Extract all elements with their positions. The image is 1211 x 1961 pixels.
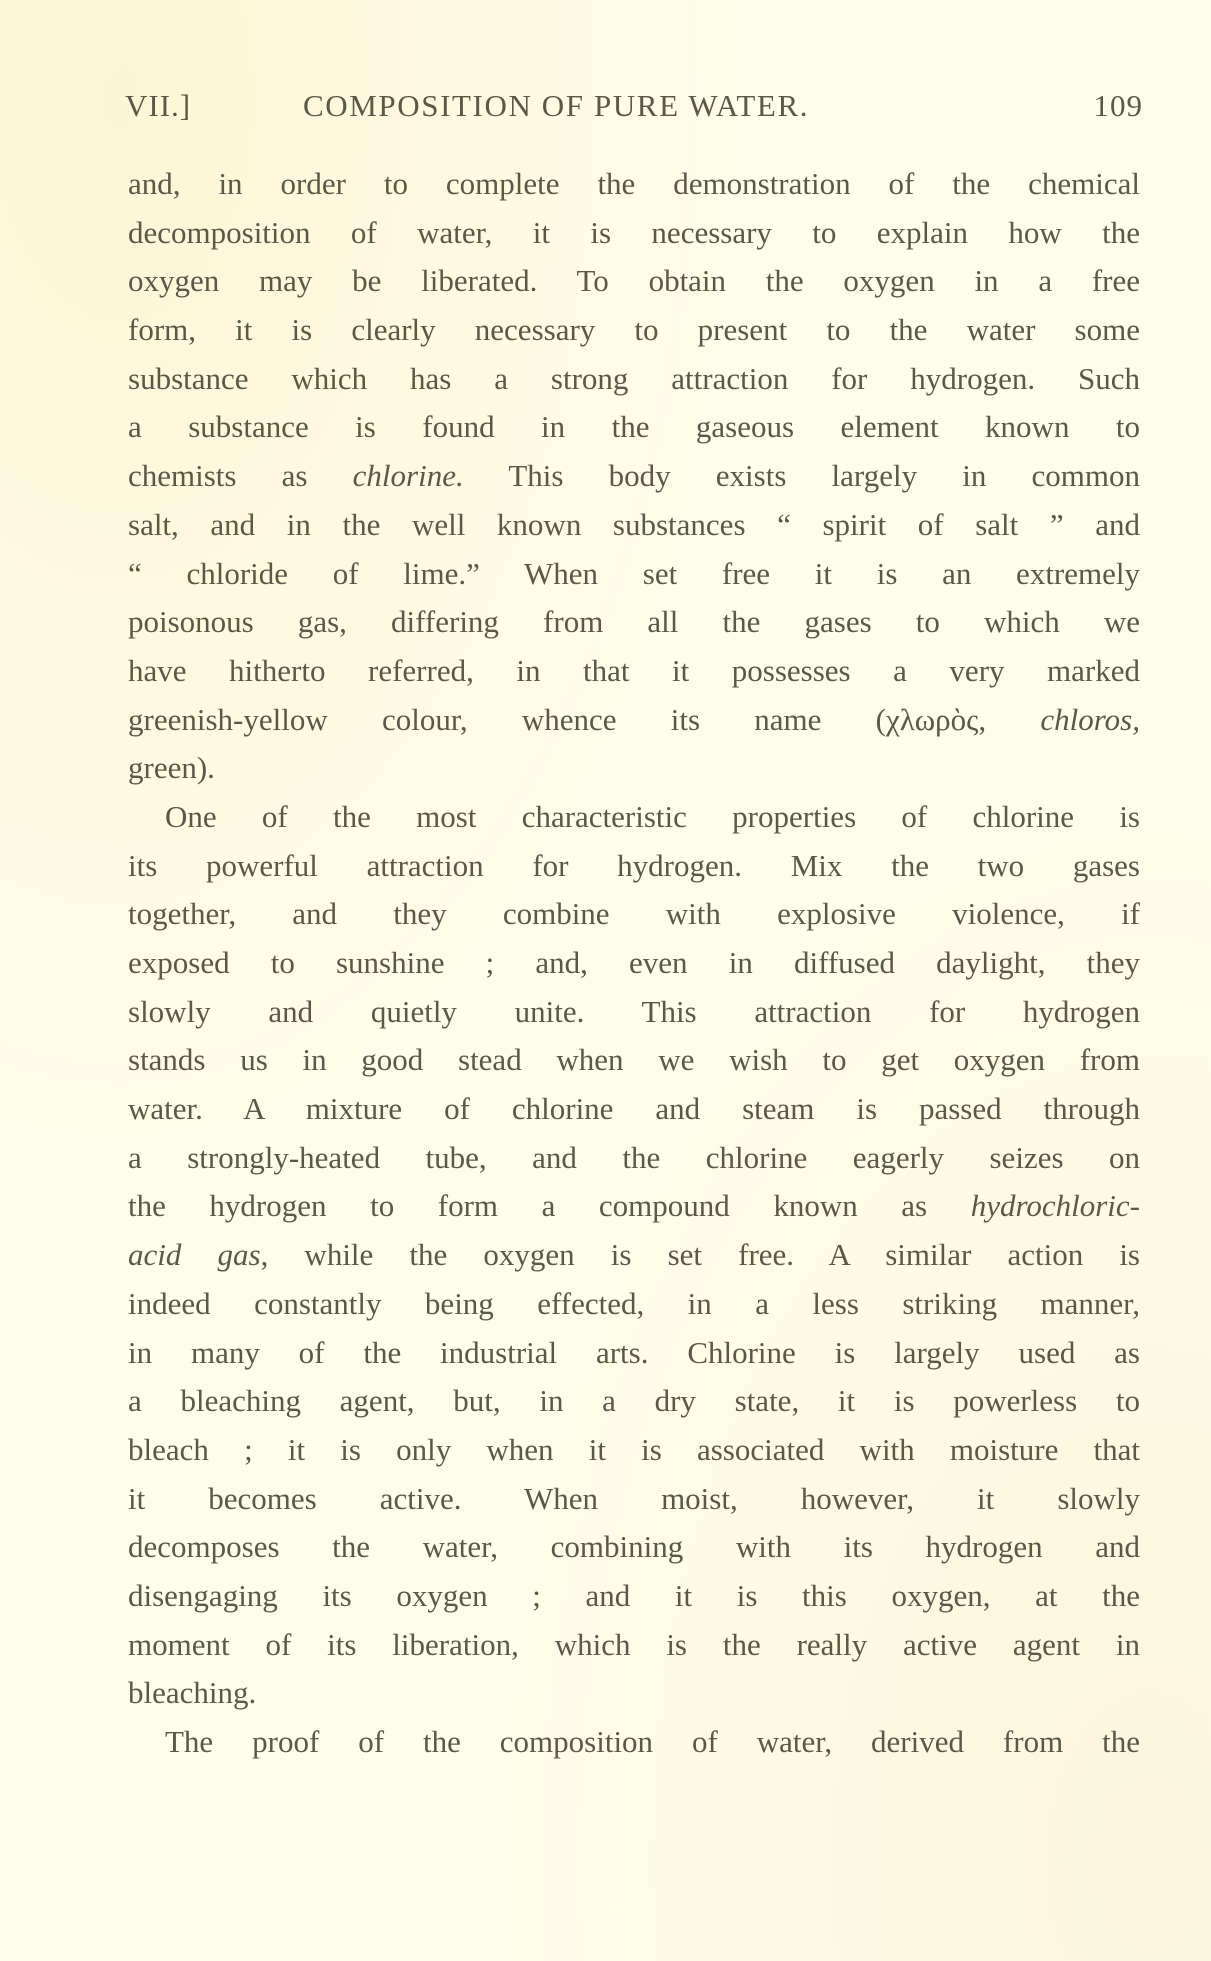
line-text: have hitherto referred, in that it possesses a very marked: [128, 652, 1140, 688]
body-text: [128, 160, 1140, 1767]
line-text: the hydrogen to form a compound known as: [128, 1188, 971, 1224]
text-line: [128, 1669, 1140, 1718]
line-text: and, in order to complete the demonstration of the chemical: [128, 166, 1140, 201]
text-line: [128, 842, 1140, 891]
text-line: [128, 1718, 1140, 1767]
line-text: , while the oxygen is set free. A similar action is: [260, 1237, 1140, 1273]
line-text: stands us in good stead when we wish to get oxygen from: [128, 1042, 1140, 1078]
italic-term: hydrochloric-: [970, 1188, 1140, 1224]
line-text: moment of its liberation, which is the really active agent in: [128, 1626, 1140, 1662]
text-line: [128, 598, 1140, 647]
text-line: [128, 647, 1140, 696]
line-text: One of the most characteristic properties of chlorine is: [165, 798, 1140, 834]
text-line: [128, 1426, 1140, 1475]
text-line: [128, 403, 1140, 452]
text-line: [128, 306, 1140, 355]
text-line: [128, 452, 1140, 501]
line-text: salt, and in the well known substances “ spirit of salt ” and: [128, 506, 1140, 542]
line-text: its powerful attraction for hydrogen. Mix the two gases: [128, 847, 1140, 883]
line-text: a bleaching agent, but, in a dry state, it is powerless to: [128, 1383, 1140, 1419]
line-text: greenish-yellow colour, whence its name (χλωρὸς,: [128, 701, 1041, 737]
line-text: slowly and quietly unite. This attraction for hydrogen: [128, 993, 1140, 1029]
line-text: “ chloride of lime.” When set free it is an extremely: [128, 555, 1140, 591]
italic-term: chlorine.: [352, 458, 464, 494]
text-line: [128, 1621, 1140, 1670]
text-line: [128, 939, 1140, 988]
line-text: decomposes the water, combining with its hydrogen and: [128, 1529, 1140, 1565]
text-line: [128, 1280, 1140, 1329]
text-line: [128, 1377, 1140, 1426]
text-line: [128, 1036, 1140, 1085]
line-text: bleach ; it is only when it is associated with moisture that: [128, 1431, 1140, 1467]
line-text: green).: [128, 750, 215, 786]
text-line: [128, 1523, 1140, 1572]
text-line: [128, 744, 1140, 793]
text-line: [128, 696, 1140, 745]
line-text: it becomes active. When moist, however, it slowly: [128, 1480, 1140, 1516]
italic-term: chloros,: [1040, 701, 1140, 737]
text-line: [128, 501, 1140, 550]
text-line: [128, 209, 1140, 258]
text-line: [128, 257, 1140, 306]
line-text: form, it is clearly necessary to present to the water some: [128, 312, 1140, 348]
line-text: oxygen may be liberated. To obtain the oxygen in a free: [128, 263, 1140, 299]
line-text: substance which has a strong attraction for hydrogen. Such: [128, 360, 1140, 396]
text-line: [128, 1085, 1140, 1134]
text-line: [128, 1475, 1140, 1524]
line-text: a substance is found in the gaseous element known to: [128, 409, 1140, 445]
chapter-marker: VII.]: [125, 88, 192, 123]
page-number: 109: [1093, 88, 1143, 123]
text-line: [128, 160, 1140, 209]
line-text: The proof of the composition of water, derived from the: [165, 1724, 1140, 1759]
text-line: [128, 1329, 1140, 1378]
line-text: a strongly-heated tube, and the chlorine eagerly seizes on: [128, 1139, 1140, 1175]
line-text: This body exists largely in common: [463, 458, 1140, 494]
line-text: indeed constantly being effected, in a less striking manner,: [128, 1285, 1140, 1321]
line-text: together, and they combine with explosive violence, if: [128, 896, 1140, 932]
text-line: [128, 355, 1140, 404]
line-text: disengaging its oxygen ; and it is this oxygen, at the: [128, 1577, 1140, 1613]
text-line: [128, 890, 1140, 939]
text-line: [128, 1231, 1140, 1280]
running-head: [125, 88, 1143, 128]
text-line: [128, 550, 1140, 599]
line-text: decomposition of water, it is necessary to explain how the: [128, 214, 1140, 250]
italic-term: acid gas: [128, 1237, 261, 1273]
line-text: water. A mixture of chlorine and steam is passed through: [128, 1091, 1140, 1127]
line-text: bleaching.: [128, 1675, 257, 1711]
line-text: exposed to sunshine ; and, even in diffused daylight, they: [128, 945, 1140, 980]
text-line: [128, 1572, 1140, 1621]
line-text: in many of the industrial arts. Chlorine is largely used as: [128, 1334, 1140, 1370]
text-line: [128, 1182, 1140, 1231]
text-line: [128, 988, 1140, 1037]
running-title: COMPOSITION OF PURE WATER.: [303, 88, 810, 123]
line-text: poisonous gas, differing from all the gases to which we: [128, 604, 1140, 640]
text-line: [128, 793, 1140, 842]
text-line: [128, 1134, 1140, 1183]
line-text: chemists as: [128, 458, 353, 494]
